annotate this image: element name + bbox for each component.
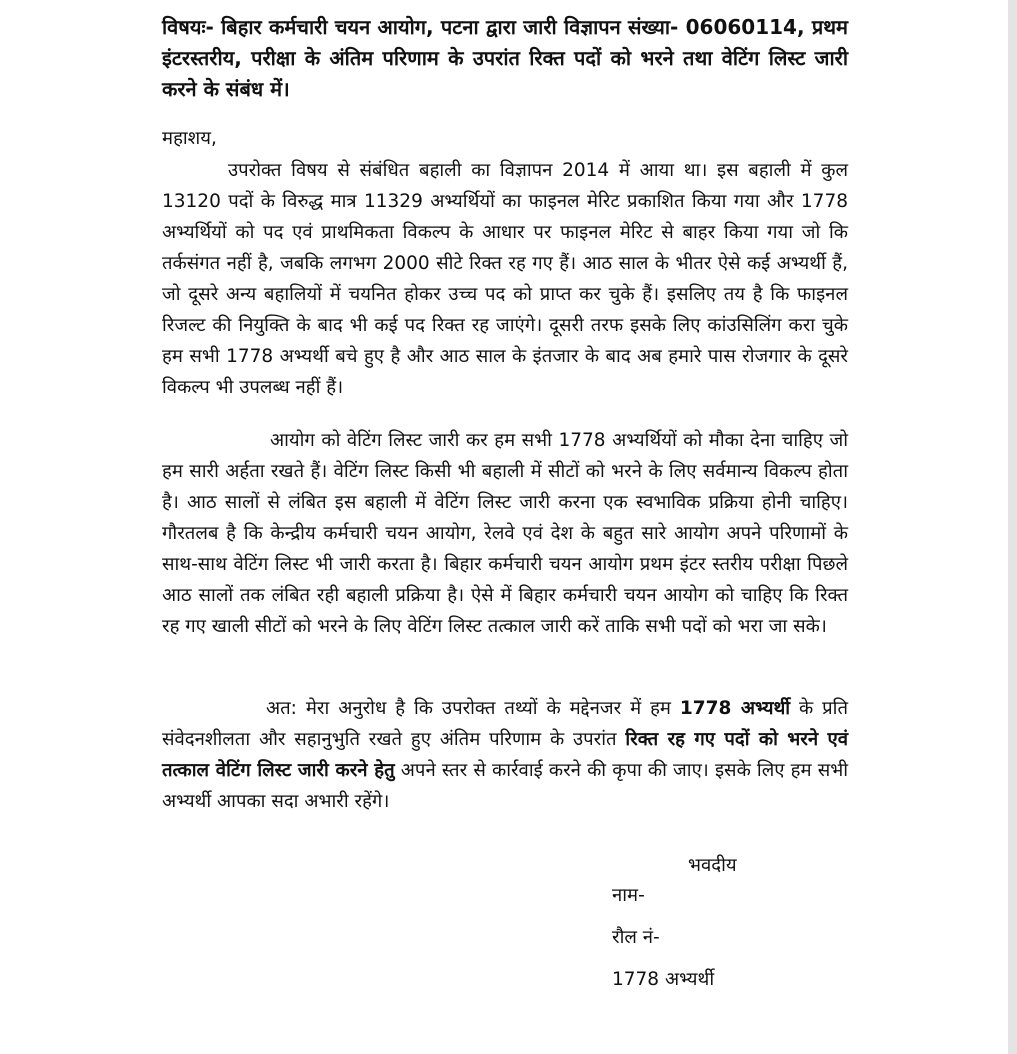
- name-label: नाम-: [612, 885, 645, 906]
- page-edge: [1008, 0, 1017, 1054]
- candidates-signature: 1778 अभ्यर्थी: [612, 969, 715, 990]
- paragraph-3: [162, 693, 848, 817]
- letter-subject: विषयः- बिहार कर्मचारी चयन आयोग, पटना द्वारा जारी विज्ञापन संख्या- 06060114, प्रथम इंटरस्तरीय, परीक्षा के अंतिम परिणाम के उपरांत रिक्त पदों को भरने तथा वेटिंग लिस्ट जारी करने के संबंध में।: [162, 15, 848, 101]
- paragraph-3-bold-candidates: 1778 अभ्यर्थी: [679, 698, 791, 719]
- paragraph-3-text-2: के प्रति संवेदनशीलता और सहानुभुति रखते हुए अंतिम परिणाम के उपरांत: [162, 698, 848, 750]
- paragraph-1: उपरोक्त विषय से संबंधित बहाली का विज्ञापन 2014 में आया था। इस बहाली में कुल 13120 पदों के विरुद्ध मात्र 11329 अभ्यर्थियों का फाइनल मेरिट प्रकाशित किया गया और 1778 अभ्यर्थियों को पद एवं प्राथमिकता विकल्प के आधार पर फाइनल मेरिट से बाहर किया गया जो कि तर्कसंगत नहीं है, जबकि लगभग 2000 सीटे रिक्त रह गए हैं। आठ साल के भीतर ऐसे कई अभ्यर्थी हैं, जो दूसरे अन्य बहालियों में चयनित होकर उच्च पद को प्राप्त कर चुके हैं। इसलिए तय है कि फाइनल रिजल्ट की नियुक्ति के बाद भी कई पद रिक्त रह जाएंगे। दूसरी तरफ इसके लिए कांउसिलिंग करा चुके हम सभी 1778 अभ्यर्थी बचे हुए है और आठ साल के इंतजार के बाद अब हमारे पास रोजगार के दूसरे विकल्प भी उपलब्ध नहीं हैं।: [162, 160, 848, 398]
- closing-yours: भवदीय: [688, 855, 737, 876]
- paragraph-3-text-1: अत: मेरा अनुरोध है कि उपरोक्त तथ्यों के मद्देनजर में हम: [266, 698, 680, 719]
- salutation: महाशय,: [162, 128, 217, 149]
- paragraph-3-text-3: अपने स्तर से कार्रवाई करने की कृपा की जाए। इसके लिए हम सभी अभ्यर्थी आपका सदा अभारी रहेंगे।: [162, 760, 849, 812]
- paragraph-2: आयोग को वेटिंग लिस्ट जारी कर हम सभी 1778 अभ्यर्थियों को मौका देना चाहिए जो हम सारी अर्हता रखते हैं। वेटिंग लिस्ट किसी भी बहाली में सीटों को भरने के लिए सर्वमान्य विकल्प होता है। आठ सालों से लंबित इस बहाली में वेटिंग लिस्ट जारी करना एक स्वभाविक प्रक्रिया होनी चाहिए। गौरतलब है कि केन्द्रीय कर्मचारी चयन आयोग, रेलवे एवं देश के बहुत सारे आयोग अपने परिणामों के साथ-साथ वेटिंग लिस्ट भी जारी करता है। बिहार कर्मचारी चयन आयोग प्रथम इंटर स्तरीय परीक्षा पिछले आठ सालों तक लंबित रही बहाली प्रक्रिया है। ऐसे में बिहार कर्मचारी चयन आयोग को चाहिए कि रिक्त रह गए खाली सीटों को भरने के लिए वेटिंग लिस्ट तत्काल जारी करें ताकि सभी पदों को भरा जा सके।: [162, 430, 848, 637]
- roll-number-label: रौल नं-: [612, 927, 660, 948]
- paragraph-3-bold-request: रिक्त रह गए पदों को भरने एवं तत्काल वेटिंग लिस्ट जारी करने हेतु: [162, 729, 848, 781]
